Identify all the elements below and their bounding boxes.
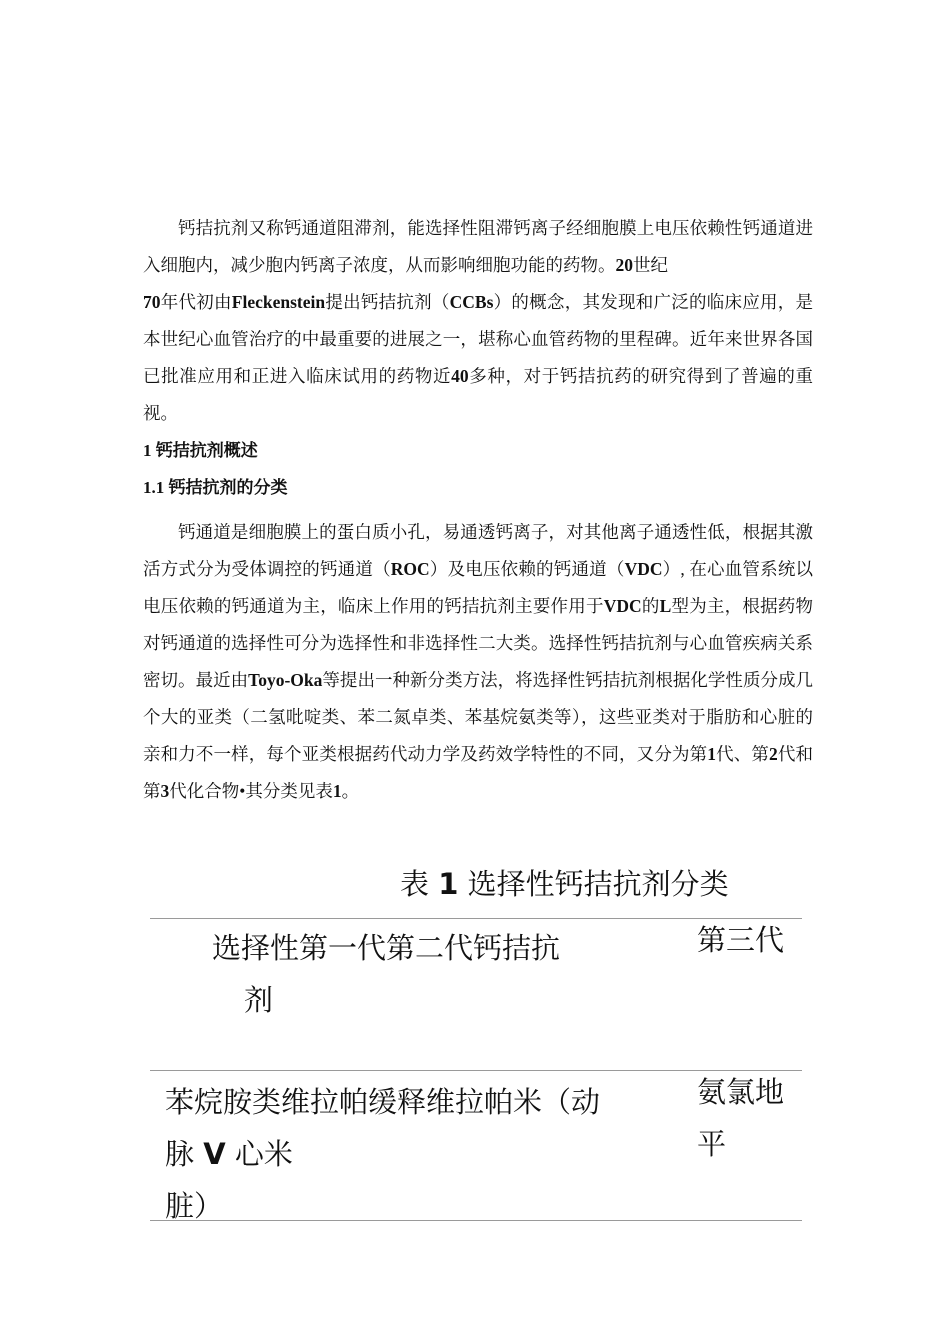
para-text: 型为主，根据药物对钙通道的选择性可分为选择性和非选择性二大类。选择性钙拮抗剂与心血管疾病关系密切。最近由: [143, 596, 814, 690]
intro-bold: 40: [451, 366, 469, 386]
para-bold: 2: [769, 744, 778, 764]
body-cell-line: 苯烷胺类维拉帕缓释维拉帕米（动: [165, 1085, 601, 1119]
intro-text: 年代初由: [160, 292, 232, 312]
para-bold: 3: [160, 781, 170, 801]
para-text: 等提出一种新分类方法，将选择性钙拮抗剂根据化学性质分成几个大的亚类（二氢吡啶类、苯二氮卓类、苯基烷氨类等），这些亚类对于脂肪和心脏的亲和力不一样，每个亚类根据药代动力学及药效学特性的不同，又分为第: [143, 670, 814, 764]
para-bold: L: [659, 596, 672, 616]
table-body-cell-right: [697, 1066, 807, 1170]
body-cell-bold: V: [203, 1137, 226, 1171]
classification-paragraph: [143, 514, 813, 810]
table-caption: [400, 862, 729, 906]
body-cell-text: 脉: [165, 1137, 195, 1171]
intro-paragraph: [143, 210, 813, 432]
header-cell-line: 剂: [244, 983, 274, 1017]
table-header-cell-left: [212, 922, 612, 1026]
para-text: 钙通道是细胞膜上的蛋白质小孔，易通透钙离子，对其他离子通透性低，根据其激活方式分为受体调控的钙通道（: [143, 522, 813, 579]
para-text: ）, 在心血管系统以电压依赖的钙通道为主，临床上作用的钙拮抗剂主要作用于: [143, 559, 814, 616]
body-cell-line: 平: [697, 1127, 727, 1161]
para-text: 的: [641, 596, 660, 616]
caption-label: 表: [400, 867, 430, 901]
intro-bold: 20: [615, 255, 633, 275]
document-body: [143, 210, 813, 810]
para-text: 代、第: [715, 744, 769, 764]
para-text: ）及电压依赖的钙通道（: [429, 559, 625, 579]
para-bold: Toyo-Oka: [248, 670, 323, 690]
para-bold: VDC: [603, 596, 642, 616]
intro-text: ）的概念，其发现和广泛的临床应用，是本世纪心血管治疗的中最重要的进展之一，堪称心血管药物的里程碑。近年来世界各国已批准应用和正进入临床试用的药物近: [143, 292, 814, 386]
body-cell-line: 脏）: [165, 1189, 224, 1223]
section-heading-1-1: 1.1 钙拮抗剂的分类: [143, 478, 288, 497]
header-cell-line: 第三代: [697, 923, 785, 957]
intro-text: 钙拮抗剂又称钙通道阻滞剂，能选择性阻滞钙离子经细胞膜上电压依赖性钙通道进入细胞内，减少胞内钙离子浓度，从而影响细胞功能的药物。: [143, 218, 813, 275]
intro-bold: CCBs: [449, 292, 494, 312]
header-cell-line: 选择性第一代第二代钙拮抗: [212, 931, 561, 965]
para-text: 代化合物•其分类见表: [169, 781, 333, 801]
section-heading-1: 1 钙拮抗剂概述: [143, 441, 258, 460]
body-cell-line: [165, 1128, 655, 1180]
intro-text: 提出钙拮抗剂（: [325, 292, 450, 312]
para-text: 代和第: [143, 744, 814, 801]
intro-bold: 70: [143, 292, 161, 312]
body-cell-line: 氨氯地: [697, 1075, 785, 1109]
para-bold: VDC: [624, 559, 663, 579]
table-header-cell-right: [697, 914, 807, 966]
para-bold: 1: [707, 744, 716, 764]
para-text: 。: [341, 781, 360, 801]
intro-bold: Fleckenstein: [231, 292, 326, 312]
table-body-cell-left: [165, 1076, 655, 1232]
para-bold: ROC: [390, 559, 430, 579]
intro-text: 世纪: [633, 255, 668, 275]
caption-title: 选择性钙拮抗剂分类: [467, 867, 729, 901]
intro-text: 多种，对于钙拮抗药的研究得到了普遍的重视。: [143, 366, 813, 423]
body-cell-text: 心米: [234, 1137, 293, 1171]
caption-number: 1: [438, 867, 459, 901]
para-bold: 1: [332, 781, 342, 801]
